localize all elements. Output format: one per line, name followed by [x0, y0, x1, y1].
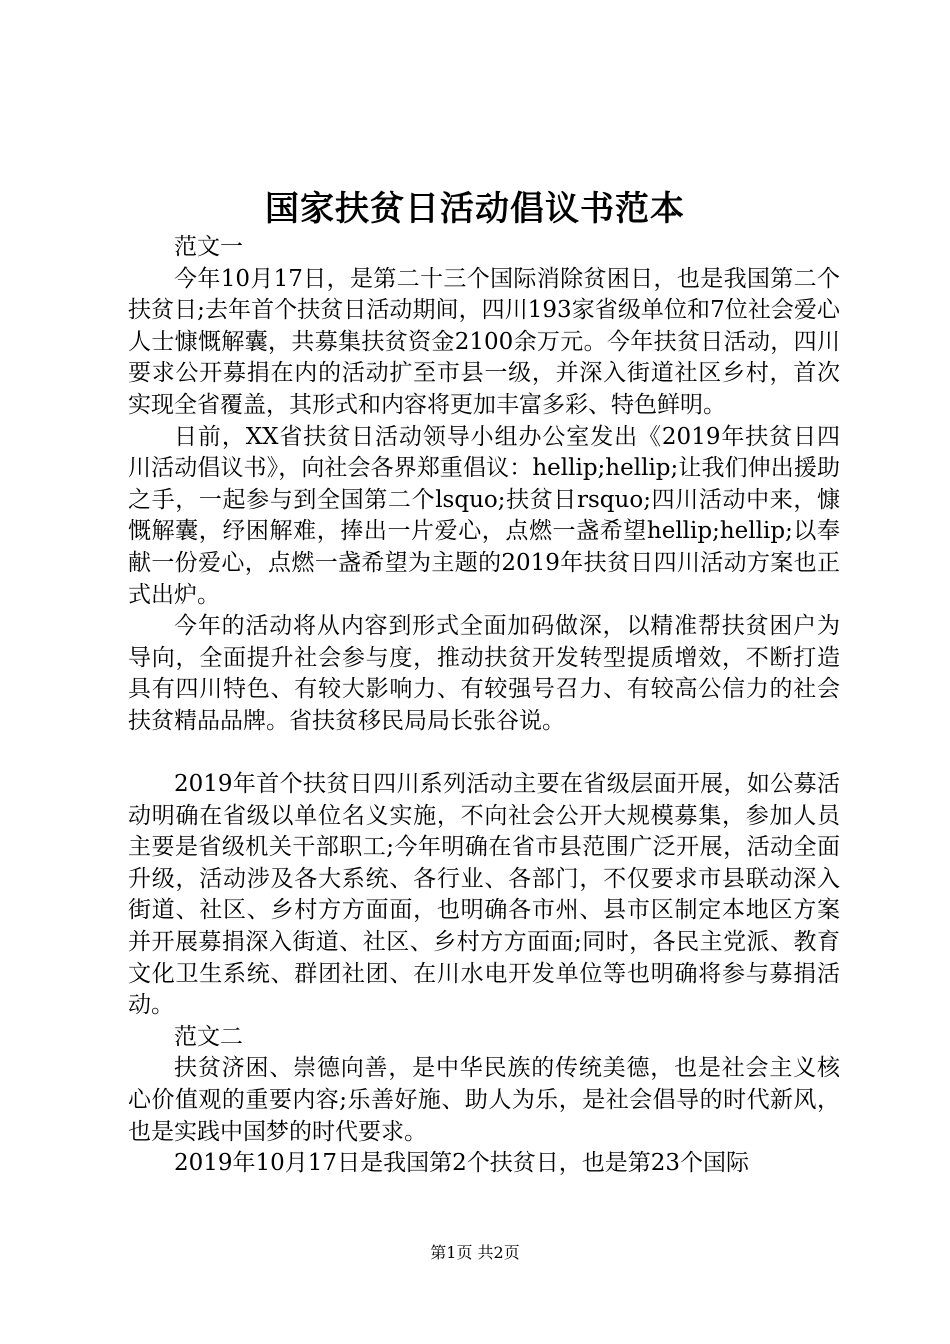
section-heading-1: 范文一 [174, 234, 243, 260]
page-number-footer: 第1页 共2页 [430, 1243, 520, 1262]
document-title: 国家扶贫日活动倡议书范本 [265, 189, 685, 229]
paragraph: 2019年10月17日是我国第2个扶贫日，也是第23个国际 [174, 1150, 749, 1177]
section-heading-2: 范文二 [174, 1023, 243, 1050]
paragraph: 日前，XX省扶贫日活动领导小组办公室发出《2019年扶贫日四川活动倡议书》，向社会各界郑重倡议：hellip;hellip;让我们伸出援助之手，一起参与到全国第二个lsquo;扶贫日rsquo;四川活动中来，慷慨解囊，纾困解难，捧出一片爱心，点燃一盏希望hellip;hellip;以奉献一份爱心，点燃一盏希望为主题的2019年扶贫日四川活动方案也正式出炉。 [128, 423, 840, 608]
paragraph: 今年10月17日，是第二十三个国际消除贫困日，也是我国第二个扶贫日;去年首个扶贫日活动期间，四川193家省级单位和7位社会爱心人士慷慨解囊，共募集扶贫资金2100余万元。今年扶贫日活动，四川要求公开募捐在内的活动扩至市县一级，并深入街道社区乡村，首次实现全省覆盖，其形式和内容将更加丰富多彩、特色鲜明。 [128, 265, 840, 418]
document-body [128, 232, 840, 1180]
paragraph: 2019年首个扶贫日四川系列活动主要在省级层面开展，如公募活动明确在省级以单位名义实施，不向社会公开大规模募集，参加人员主要是省级机关干部职工;今年明确在省市县范围广泛开展，活动全面升级，活动涉及各大系统、各行业、各部门，不仅要求市县联动深入街道、社区、乡村方方面面，也明确各市州、县市区制定本地区方案并开展募捐深入街道、社区、乡村方方面面;同时，各民主党派、教育文化卫生系统、群团社团、在川水电开发单位等也明确将参与募捐活动。 [128, 771, 840, 1019]
paragraph: 今年的活动将从内容到形式全面加码做深，以精准帮扶贫困户为导向，全面提升社会参与度，推动扶贫开发转型提质增效，不断打造具有四川特色、有较大影响力、有较强号召力、有较高公信力的社会扶贫精品品牌。省扶贫移民局局长张谷说。 [128, 613, 840, 734]
paragraph: 扶贫济困、崇德向善，是中华民族的传统美德，也是社会主义核心价值观的重要内容;乐善好施、助人为乐，是社会倡导的时代新风，也是实践中国梦的时代要求。 [128, 1055, 840, 1145]
